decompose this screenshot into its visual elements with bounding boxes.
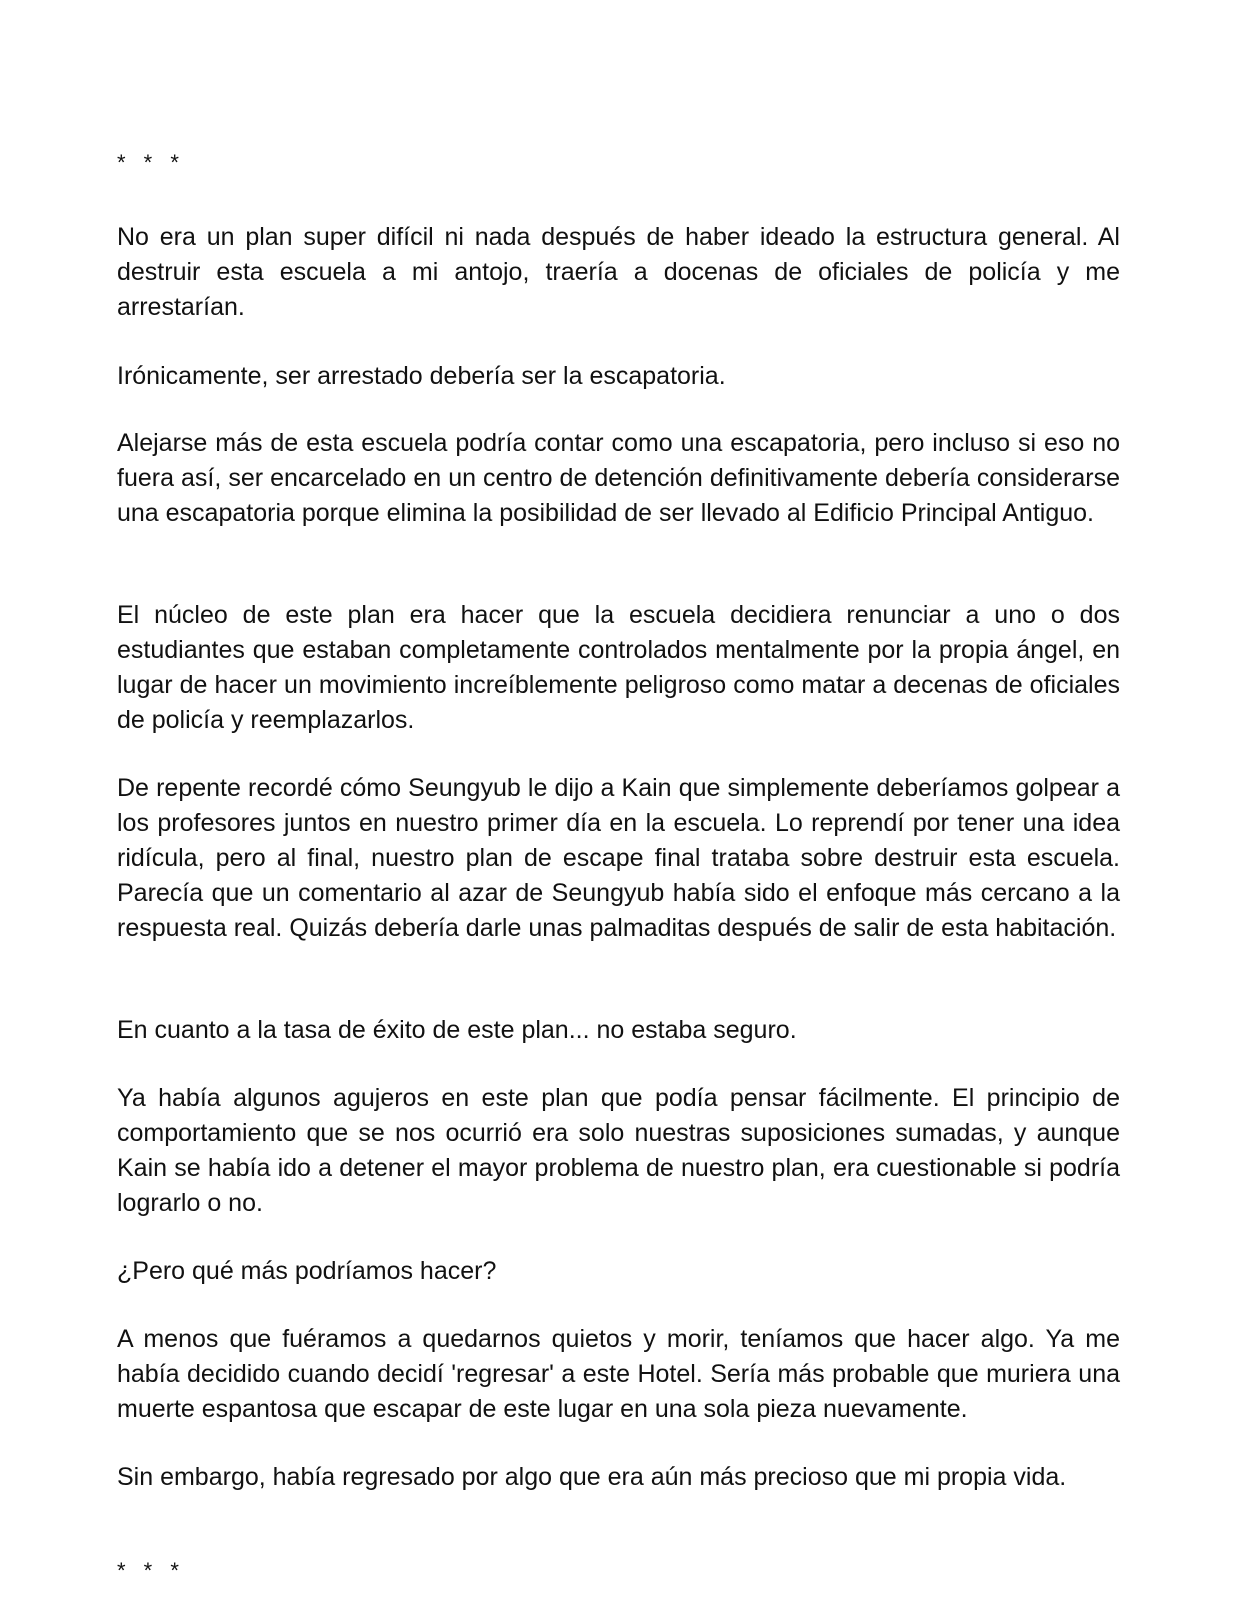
paragraph-10: Sin embargo, había regresado por algo que era aún más precioso que mi propia vida.: [117, 1463, 1067, 1491]
paragraph-6: En cuanto a la tasa de éxito de este plan... no estaba seguro.: [117, 1016, 797, 1044]
paragraph-2: Irónicamente, ser arrestado debería ser la escapatoria.: [117, 362, 726, 390]
paragraph-9: A menos que fuéramos a quedarnos quietos y morir, teníamos que hacer algo. Ya me había decidido cuando decidí 'regresar' a este Hotel. Sería más probable que muriera una muerte espantosa que escapar de este lugar en una sola pieza nuevamente.: [117, 1325, 1120, 1423]
paragraph-4: El núcleo de este plan era hacer que la escuela decidiera renunciar a uno o dos estudiantes que estaban completamente controlados mentalmente por la propia ángel, en lugar de hacer un movimiento increíblemente peligroso como matar a decenas de oficiales de policía y reemplazarlos.: [117, 601, 1120, 734]
paragraph-5: De repente recordé cómo Seungyub le dijo a Kain que simplemente deberíamos golpear a los profesores juntos en nuestro primer día en la escuela. Lo reprendí por tener una idea ridícula, pero al final, nuestro plan de escape final trataba sobre destruir esta escuela. Parecía que un comentario al azar de Seungyub había sido el enfoque más cercano a la respuesta real. Quizás debería darle unas palmaditas después de salir de esta habitación.: [117, 774, 1120, 942]
scene-separator-top: * * *: [117, 150, 185, 175]
paragraph-1: No era un plan super difícil ni nada después de haber ideado la estructura general. Al destruir esta escuela a mi antojo, traería a docenas de oficiales de policía y me arrestarían.: [117, 223, 1120, 321]
scene-separator-bottom: * * *: [117, 1558, 185, 1583]
paragraph-3: Alejarse más de esta escuela podría contar como una escapatoria, pero incluso si eso no fuera así, ser encarcelado en un centro de detención definitivamente debería considerarse una escapatoria porque elimina la posibilidad de ser llevado al Edificio Principal Antiguo.: [117, 429, 1120, 527]
paragraph-8: ¿Pero qué más podríamos hacer?: [117, 1257, 497, 1285]
paragraph-7: Ya había algunos agujeros en este plan que podía pensar fácilmente. El principio de comportamiento que se nos ocurrió era solo nuestras suposiciones sumadas, y aunque Kain se había ido a detener el mayor problema de nuestro plan, era cuestionable si podría lograrlo o no.: [117, 1084, 1120, 1217]
